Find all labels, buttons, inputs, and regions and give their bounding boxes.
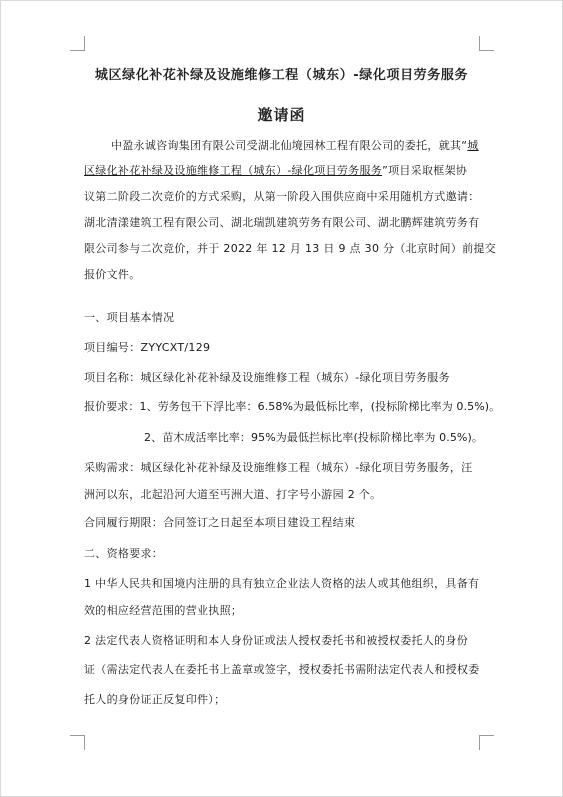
margin-corner-top-right <box>479 36 494 51</box>
margin-corner-bottom-right <box>479 735 494 750</box>
document-title: 城区绿化补花补绿及设施维修工程（城东）-绿化项目劳务服务 <box>94 68 469 83</box>
intro-line-1 <box>111 139 479 153</box>
requirement-2-line-3: 托人的身份证正反复印件）； <box>84 693 226 706</box>
requirement-2-line-1: 2 法定代表人资格证明和本人身份证或法人授权委托书和被授权委托人的身份 <box>84 634 468 647</box>
intro-line-1-text: 中盈永诚咨询集团有限公司受湖北仙境园林工程有限公司的委托，就其“ <box>111 139 468 152</box>
quote-requirement-2: 2、苗木成活率比率：95%为最低拦标比率(投标阶梯比率为 0.5%)。 <box>144 431 483 444</box>
section-1-heading: 一、项目基本情况 <box>84 311 175 324</box>
intro-line-4: 湖北清漾建筑工程有限公司、湖北瑞凯建筑劳务有限公司、湖北鹏辉建筑劳务有 <box>84 216 480 229</box>
project-name-underlined-1: 城 <box>467 139 479 152</box>
intro-line-3: 议第二阶段二次竞价的方式采购，从第一阶段入围供应商中采用随机方式邀请： <box>84 190 480 203</box>
demand-line-1: 采购需求：城区绿化补花补绿及设施维修工程（城东）-绿化项目劳务服务，汪 <box>84 461 473 474</box>
project-name-underlined-2: 区绿化补花补绿及设施维修工程（城东）-绿化项目劳务服务 <box>84 164 383 177</box>
intro-line-2-text: ”项目采取框架协 <box>382 164 468 177</box>
section-2-heading: 二、资格要求： <box>84 547 164 560</box>
project-number: 项目编号：ZYYCXT/129 <box>84 341 211 354</box>
requirement-1-line-2: 效的相应经营范围的营业执照； <box>84 604 243 617</box>
intro-line-6: 报价文件。 <box>84 268 141 281</box>
project-name: 项目名称：城区绿化补花补绿及设施维修工程（城东）-绿化项目劳务服务 <box>84 371 450 384</box>
intro-line-2 <box>84 164 467 178</box>
quote-requirement-1: 报价要求：1、劳务包干下浮比率：6.58%为最低标比率，(投标阶梯比率为 0.5%)。 <box>84 400 501 413</box>
requirement-1-line-1: 1 中华人民共和国境内注册的具有独立企业法人资格的法人或其他组织，具备有 <box>84 577 480 590</box>
demand-line-2: 洲河以东，北起沿河大道至丐洲大道、打字号小游园 2 个。 <box>84 488 382 501</box>
document-subtitle: 邀请函 <box>257 106 306 124</box>
contract-period: 合同履行期限：合同签订之日起至本项目建设工程结束 <box>84 516 356 529</box>
requirement-2-line-2: 证（需法定代表人在委托书上盖章或签字，授权委托书需附法定代表人和授权委 <box>84 663 480 676</box>
intro-line-5: 限公司参与二次竞价，并于 2022 年 12 月 13 日 9 点 30 分（北京时间）前提交 <box>84 242 497 255</box>
margin-corner-top-left <box>70 36 85 51</box>
margin-corner-bottom-left <box>70 735 85 750</box>
